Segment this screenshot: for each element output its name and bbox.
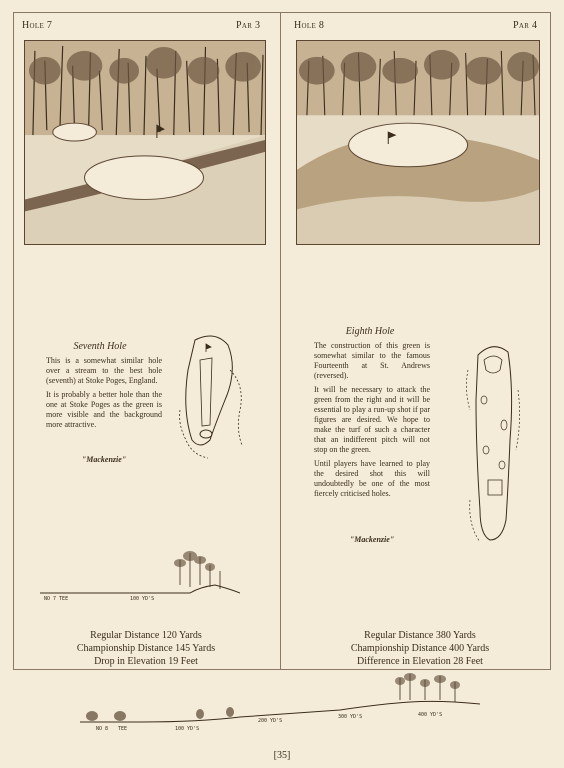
hole-8-description xyxy=(314,341,430,503)
profile-label-400: 400 YD'S xyxy=(418,712,443,718)
hole-8-paragraph-1: The construction of this green is somewhat similar to the famous Fourteenth at St. Andrews (reversed). xyxy=(314,341,430,380)
hole-8-championship-distance: Championship Distance 400 Yards xyxy=(350,643,490,654)
hole-8-sketch xyxy=(296,40,540,245)
hole-7-profile-100-label: 100 YD'S xyxy=(130,596,155,602)
hole-7-sketch xyxy=(24,40,266,245)
column-divider xyxy=(280,12,281,670)
hole-8-elevation-profile xyxy=(80,672,480,742)
hole-7-regular-distance: Regular Distance 120 Yards xyxy=(90,630,202,641)
hole-7-label: Hole 7 xyxy=(22,20,53,31)
profile-label-no8: NO 8 xyxy=(96,726,109,732)
profile-label-100: 100 YD'S xyxy=(175,726,200,732)
hole-7-profile-tee-label: NO 7 TEE xyxy=(44,596,69,602)
hole-7-paragraph-1: This is a somewhat similar hole over a stream to the best hole (seventh) at Stoke Poges, England. xyxy=(46,356,162,385)
hole-8-label: Hole 8 xyxy=(294,20,325,31)
hole-7-plan-diagram xyxy=(170,330,258,470)
hole-8-signature: "Mackenzie" xyxy=(349,535,395,544)
hole-7-description xyxy=(46,356,162,434)
hole-8-paragraph-3: Until players have learned to play the desired shot this will undoubtedly be one of the most fiercely criticised holes. xyxy=(314,459,430,498)
profile-label-tee: TEE xyxy=(118,726,128,732)
profile-label-300: 300 YD'S xyxy=(338,714,363,720)
hole-7-elevation: Drop in Elevation 19 Feet xyxy=(94,656,198,667)
hole-8-plan-diagram xyxy=(458,330,528,550)
hole-8-regular-distance: Regular Distance 380 Yards xyxy=(364,630,476,641)
hole-7-elevation-profile xyxy=(40,545,240,605)
hole-8-elevation: Difference in Elevation 28 Feet xyxy=(357,656,483,667)
hole-7-championship-distance: Championship Distance 145 Yards xyxy=(76,643,216,654)
hole-7-signature: "Mackenzie" xyxy=(81,455,127,464)
hole-8-paragraph-2: It will be necessary to attack the green from the right and it will be essential to play a run-up shot if par figures are desired. We hope to make the turf of such a character that an indifferent pitch will not stop on the green. xyxy=(314,385,430,454)
hole-7-title: Seventh Hole xyxy=(73,341,127,352)
profile-label-200: 200 YD'S xyxy=(258,718,283,724)
hole-8-title: Eighth Hole xyxy=(345,326,395,337)
hole-7-par: Par 3 xyxy=(236,20,261,31)
hole-8-par: Par 4 xyxy=(513,20,538,31)
hole-7-stats xyxy=(30,629,262,668)
hole-7-paragraph-2: It is probably a better hole than the one at Stoke Poges as the green is more visible and the background more attractive. xyxy=(46,390,162,429)
page-number: [35] xyxy=(273,750,291,761)
hole-8-stats xyxy=(300,629,540,668)
